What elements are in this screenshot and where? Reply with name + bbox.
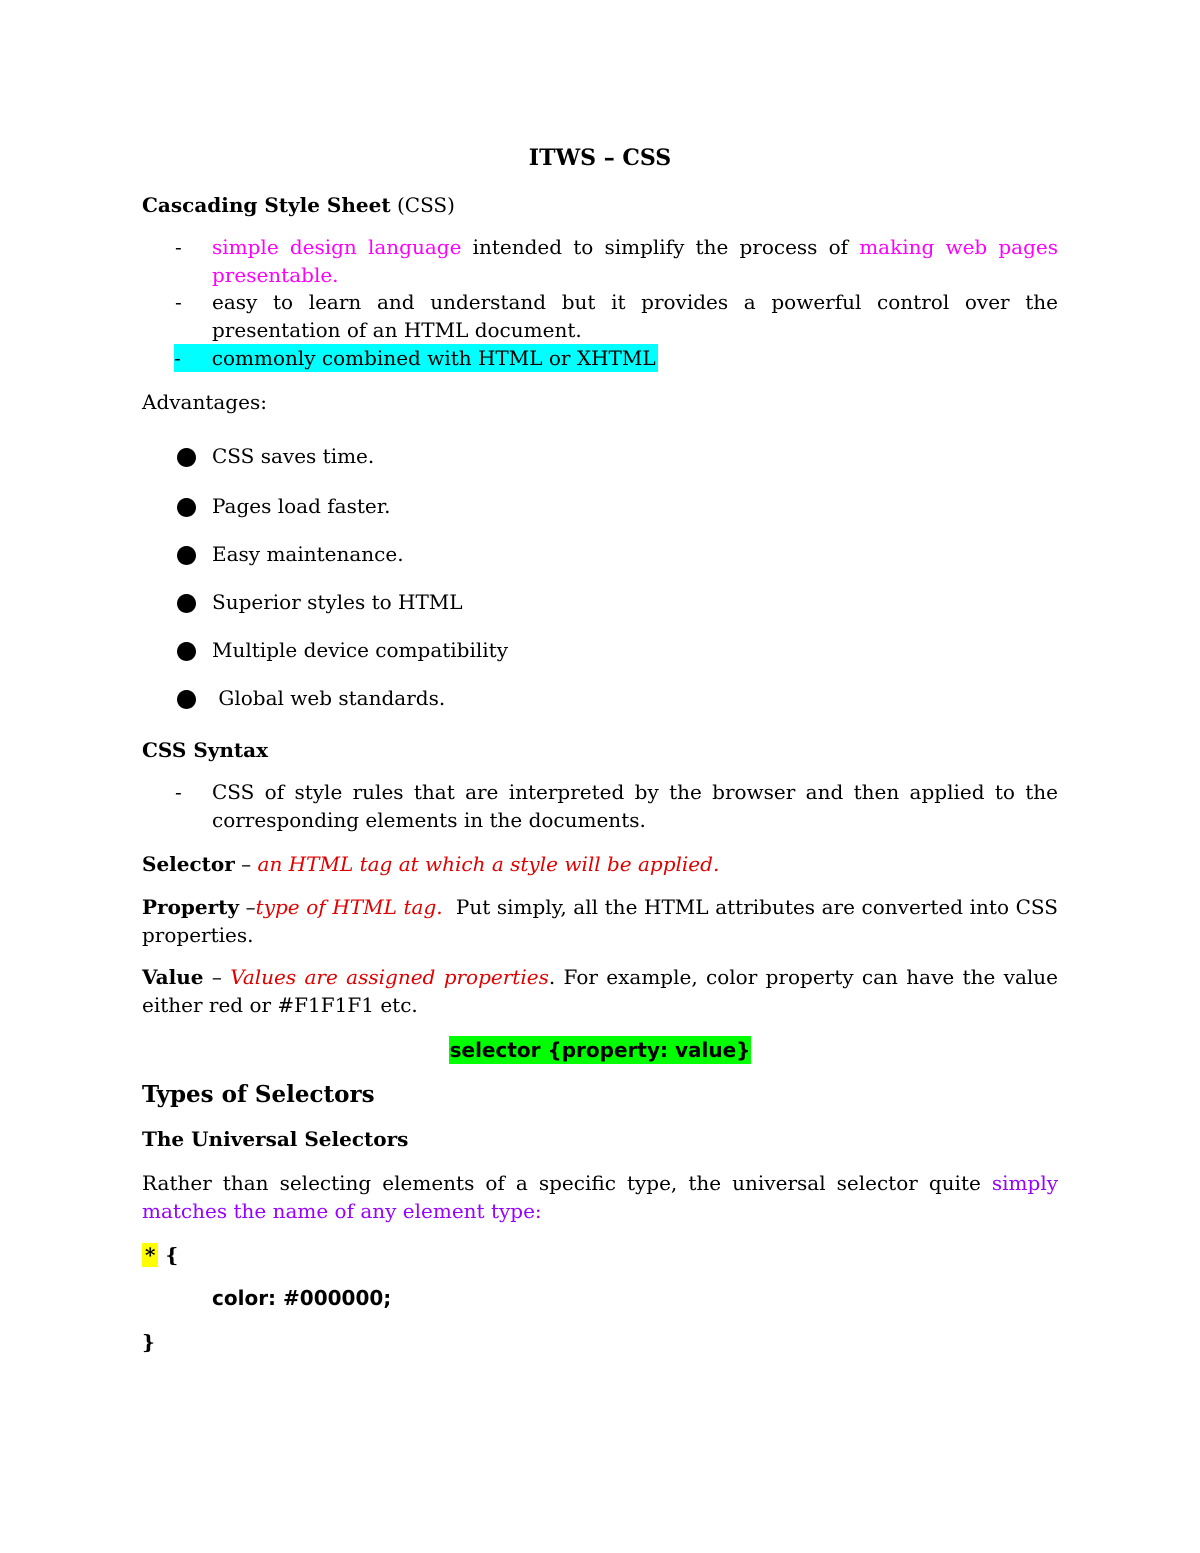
universal-line-1: [142, 1169, 1058, 1197]
advantage-item: Global web standards.: [212, 686, 446, 710]
point-2-line-1: easy to learn and understand but it provides a powerful control over the: [212, 290, 1058, 314]
point-2-line-2: presentation of an HTML document.: [212, 318, 582, 342]
property-term: Property: [142, 895, 240, 919]
dash-marker: -: [174, 346, 181, 370]
advantage-item: Multiple device compatibility: [212, 638, 509, 662]
selector-def: an HTML tag at which a style will be applied.: [257, 852, 720, 876]
selector-definition: [142, 850, 719, 878]
point-3-text: commonly combined with HTML or XHTML: [211, 346, 656, 370]
point-1-line-1: [212, 233, 1058, 261]
code-star: *: [142, 1243, 158, 1267]
property-definition: [142, 893, 1058, 921]
point-1-text: intended to simplify the process of: [472, 235, 849, 259]
universal-text: Rather than selecting elements of a specific type, the universal selector quite: [142, 1171, 981, 1195]
value-term: Value: [142, 965, 204, 989]
syntax-heading: CSS Syntax: [142, 738, 269, 762]
code-open-brace: {: [158, 1243, 179, 1267]
code-open-line: [142, 1241, 178, 1269]
property-def: type of HTML tag.: [255, 895, 443, 919]
intro-abbr: (CSS): [396, 193, 455, 217]
bullet-icon: [177, 448, 196, 467]
intro-line: [142, 191, 455, 219]
advantage-item: Easy maintenance.: [212, 542, 404, 566]
universal-line-2: matches the name of any element type:: [142, 1199, 542, 1223]
bullet-icon: [177, 498, 196, 517]
dash-marker: -: [175, 290, 182, 314]
intro-term: Cascading Style Sheet: [142, 193, 391, 217]
dash-marker: -: [175, 780, 182, 804]
document-title: ITWS – CSS: [528, 145, 672, 171]
advantage-item: Pages load faster.: [212, 494, 391, 518]
types-heading: Types of Selectors: [142, 1081, 375, 1108]
property-rest: Put simply, all the HTML attributes are converted into CSS: [455, 895, 1058, 919]
value-rest: . For example, color property can have the value: [548, 965, 1059, 989]
point-3-highlighted: [174, 344, 658, 372]
code-close-brace: }: [142, 1330, 155, 1354]
bullet-icon: [177, 642, 196, 661]
advantages-label: Advantages:: [142, 390, 267, 414]
syntax-example: selector {property: value}: [449, 1038, 751, 1062]
bullet-icon: [177, 690, 196, 709]
advantage-item: CSS saves time.: [212, 444, 375, 468]
value-def: Values are assigned properties: [230, 965, 549, 989]
property-sep: –: [239, 895, 256, 919]
bullet-icon: [177, 594, 196, 613]
syntax-example-row: [0, 1036, 1200, 1064]
universal-heading: The Universal Selectors: [142, 1127, 409, 1151]
value-line-2: either red or #F1F1F1 etc.: [142, 993, 418, 1017]
point-1-line-2: presentable.: [212, 263, 339, 287]
universal-highlight: simply: [991, 1171, 1059, 1195]
dash-marker: -: [175, 235, 182, 259]
point-1-highlight-2: making web pages: [859, 235, 1059, 259]
selector-sep: –: [234, 852, 258, 876]
selector-term: Selector: [142, 852, 235, 876]
bullet-icon: [177, 546, 196, 565]
syntax-line-1: CSS of style rules that are interpreted by the browser and then applied to the: [212, 780, 1058, 804]
value-sep: –: [203, 965, 231, 989]
property-line-2: properties.: [142, 923, 254, 947]
syntax-line-2: corresponding elements in the documents.: [212, 808, 646, 832]
code-body: color: #000000;: [212, 1286, 392, 1310]
value-definition: [142, 963, 1058, 991]
point-1-highlight: simple design language: [212, 235, 462, 259]
advantage-item: Superior styles to HTML: [212, 590, 463, 614]
